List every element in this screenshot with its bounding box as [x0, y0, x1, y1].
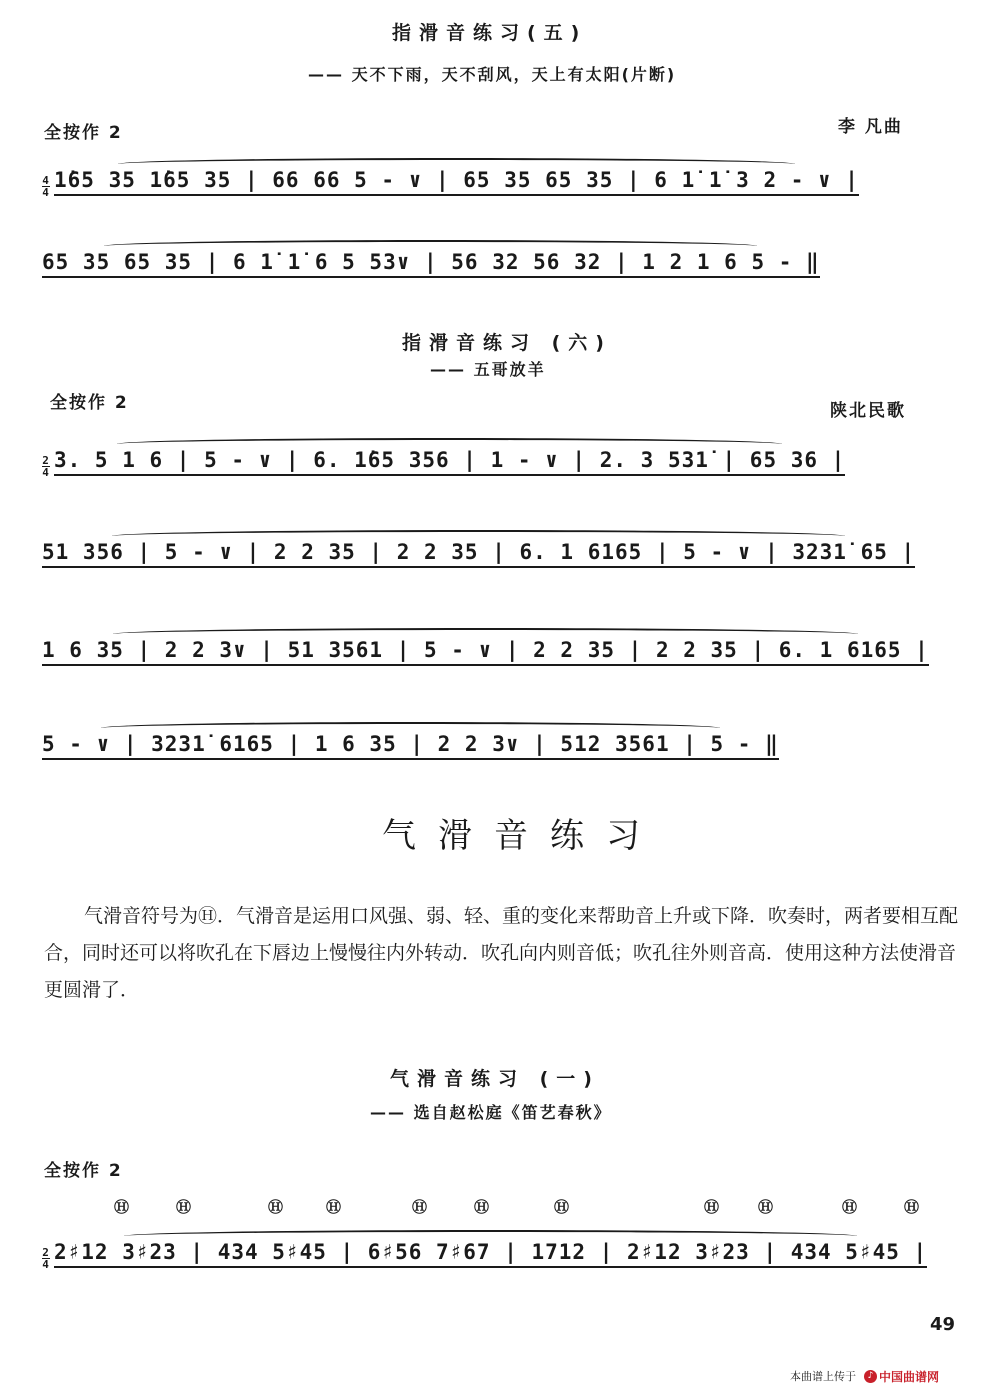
breath-exercise-time-signature: 2 4: [42, 1246, 50, 1270]
exercise5-time-signature: 4 4: [42, 174, 50, 198]
footer-upload-text: 本曲谱上传于: [790, 1370, 856, 1383]
exercise6-subtitle: —— 五哥放羊: [430, 360, 546, 379]
section-title: 气滑音练习: [382, 816, 662, 856]
exercise6-line-4: [42, 712, 954, 762]
footer-logo-text: 中国曲谱网: [879, 1370, 940, 1384]
glide-symbol-icon: Ⓗ: [176, 1198, 192, 1216]
footer-logo[interactable]: [864, 1366, 939, 1385]
breath-exercise-subtitle: —— 选自赵松庭《笛艺春秋》: [370, 1103, 612, 1122]
notation-line: 1̇65 35 1̇65 35 | 66 66 5 - ∨ | 65 35 65 35 | 6 1̇ 1̇ 3 2 - ∨ |: [54, 168, 859, 198]
exercise6-time-signature: 2 4: [42, 454, 50, 478]
glide-symbol-icon: Ⓗ: [412, 1198, 428, 1216]
exercise6-line-1: [42, 428, 954, 478]
breath-exercise-title: 气滑音练习 (一): [390, 1068, 600, 1090]
exercise6-line-2: [42, 520, 954, 570]
glide-symbol-icon: Ⓗ: [554, 1198, 570, 1216]
notation-line: 3. 5 1 6 | 5 - ∨ | 6. 1̇65 356 | 1 - ∨ | 2. 3 531̇ | 65 36 |: [54, 448, 845, 478]
glide-symbol-icon: Ⓗ: [758, 1198, 774, 1216]
exercise5-subtitle: —— 天不下雨，天不刮风，天上有太阳(片断): [308, 65, 677, 84]
exercise5-line-1: [42, 148, 954, 198]
glide-symbol-icon: Ⓗ: [704, 1198, 720, 1216]
glide-symbol-icon: Ⓗ: [842, 1198, 858, 1216]
exercise5-title: 指滑音练习(五): [392, 22, 588, 44]
exercise5-line-2: [42, 230, 954, 280]
glide-symbol-icon: Ⓗ: [114, 1198, 130, 1216]
glide-symbol-icon: Ⓗ: [268, 1198, 284, 1216]
glide-symbol-icon: Ⓗ: [474, 1198, 490, 1216]
exercise6-title: 指滑音练习 (六): [402, 332, 612, 354]
notation-line: 2♯12 3♯23 | 434 5♯45 | 6♯56 7♯67 | 1712 | 2♯12 3♯23 | 434 5♯45 |: [54, 1240, 927, 1270]
notation-line: 51 356 | 5 - ∨ | 2 2 35 | 2 2 35 | 6. 1 6165 | 5 - ∨ | 3231̇ 65 |: [42, 540, 915, 570]
exercise6-fingering: 全按作 2: [50, 393, 129, 413]
glide-symbol-row: [100, 1196, 960, 1218]
glide-symbol-icon: Ⓗ: [326, 1198, 342, 1216]
site-logo-icon: ♪: [864, 1370, 877, 1383]
notation-line: 5 - ∨ | 3231̇ 6165 | 1 6 35 | 2 2 3∨ | 512 3561 | 5 - ‖: [42, 732, 779, 762]
page-number: 49: [930, 1314, 956, 1335]
notation-line: 65 35 65 35 | 6 1̇ 1̇ 6 5 53∨ | 56 32 56 32 | 1 2 1 6 5 - ‖: [42, 250, 820, 280]
exercise5-fingering: 全按作 2: [44, 123, 123, 143]
exercise6-line-3: [42, 618, 954, 668]
breath-exercise-line: [42, 1220, 954, 1270]
breath-exercise-fingering: 全按作 2: [44, 1161, 123, 1181]
glide-symbol-icon: Ⓗ: [904, 1198, 920, 1216]
section-paragraph: 气滑音符号为Ⓗ．气滑音是运用口风强、弱、轻、重的变化来帮助音上升或下降．吹奏时，两者要相互配合，同时还可以将吹孔在下唇边上慢慢往内外转动．吹孔向内则音低；吹孔往外则音高．使用这种方法使滑音更圆滑了．: [44, 905, 959, 1001]
notation-line: 1 6 35 | 2 2 3∨ | 51 3561 | 5 - ∨ | 2 2 35 | 2 2 35 | 6. 1 6165 |: [42, 638, 929, 668]
exercise5-composer: 李 凡曲: [838, 117, 903, 137]
exercise6-composer: 陕北民歌: [830, 401, 906, 421]
